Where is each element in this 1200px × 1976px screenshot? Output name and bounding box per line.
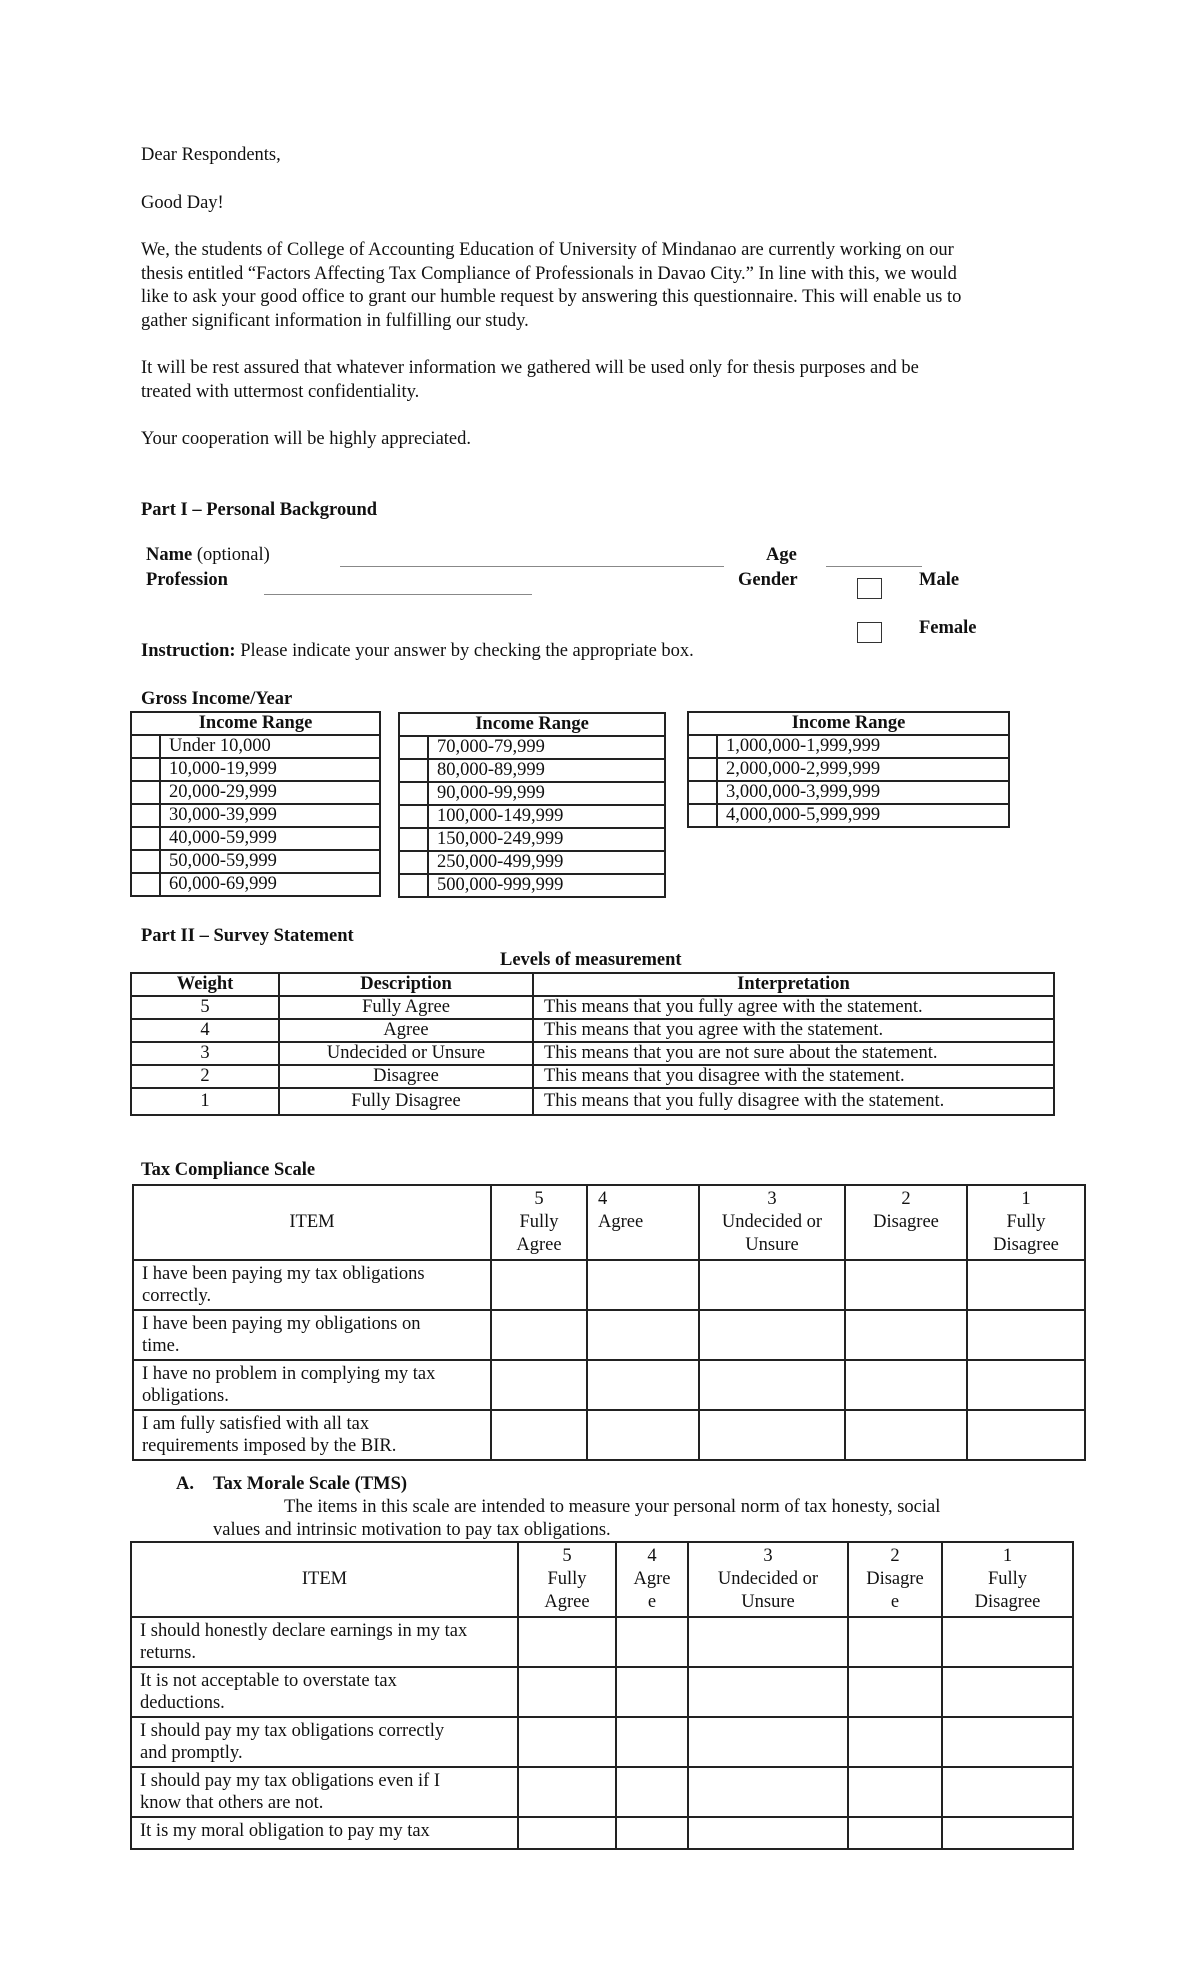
text-line: It will be rest assured that whatever information we gathered will be used only for thesis purposes and be [141,358,919,378]
item-header: ITEM [133,1185,491,1260]
instruction-label: Instruction: [141,641,236,661]
text-line: like to ask your good office to grant our humble request by answering this questionnaire. This will enable us to [141,287,962,307]
table-row [131,1817,1073,1849]
income-checkbox[interactable] [688,758,717,781]
income-checkbox[interactable] [399,828,428,851]
rating-cell[interactable] [616,1767,688,1817]
item-cell [131,1817,518,1849]
item-cell [131,1767,518,1817]
scale-header-2 [848,1542,942,1617]
item-line: and promptly. [140,1743,243,1763]
rating-cell[interactable] [518,1717,616,1767]
rating-cell[interactable] [699,1360,845,1410]
tax-compliance-table [132,1184,1086,1461]
income-header: Income Range [131,712,380,735]
tax-compliance-title: Tax Compliance Scale [141,1160,316,1180]
salutation: Dear Respondents, [141,145,281,165]
income-checkbox[interactable] [131,781,160,804]
description-cell: Agree [279,1019,533,1042]
scale-header-4 [587,1185,699,1260]
income-range: 60,000-69,999 [160,873,380,896]
income-range: 90,000-99,999 [428,782,665,805]
table-row [131,1065,1054,1088]
rating-cell[interactable] [942,1767,1073,1817]
table-row [131,1019,1054,1042]
scale-word: Unsure [745,1235,799,1255]
rating-cell[interactable] [845,1360,967,1410]
scale-word: Agre [633,1569,671,1589]
weight-cell: 4 [131,1019,279,1042]
income-checkbox[interactable] [688,804,717,827]
income-range: 10,000-19,999 [160,758,380,781]
closing-paragraph: Your cooperation will be highly appreciated. [141,429,472,449]
scale-header-5 [491,1185,587,1260]
description-cell: Fully Agree [279,996,533,1019]
female-checkbox[interactable] [857,622,882,643]
rating-cell[interactable] [688,1817,848,1849]
item-cell [131,1667,518,1717]
income-checkbox[interactable] [131,758,160,781]
tax-morale-table [130,1541,1074,1850]
rating-cell[interactable] [967,1260,1085,1310]
income-range: 20,000-29,999 [160,781,380,804]
income-header: Income Range [399,713,665,736]
rating-cell[interactable] [699,1260,845,1310]
scale-number: 5 [562,1546,572,1566]
table-row [131,996,1054,1019]
scale-word: e [890,1592,900,1612]
name-field[interactable] [340,566,724,567]
weight-cell: 3 [131,1042,279,1065]
rating-cell[interactable] [688,1667,848,1717]
weight-cell: 5 [131,996,279,1019]
rating-cell[interactable] [616,1717,688,1767]
income-range: 150,000-249,999 [428,828,665,851]
rating-cell[interactable] [491,1310,587,1360]
income-checkbox[interactable] [399,782,428,805]
income-checkbox[interactable] [399,805,428,828]
scale-number: 3 [767,1189,777,1209]
description-header: Description [279,973,533,996]
rating-cell[interactable] [942,1617,1073,1667]
tax-morale-desc-line1: The items in this scale are intended to measure your personal norm of tax honesty, social [284,1497,941,1517]
scale-word: Agree [544,1592,590,1612]
scale-word: Undecided or [721,1212,823,1232]
gender-label: Gender [738,570,798,590]
scale-word: Disagree [873,1212,939,1232]
interpretation-cell: This means that you fully agree with the statement. [533,996,1054,1019]
rating-cell[interactable] [688,1717,848,1767]
scale-word: Agree [516,1235,562,1255]
scale-word: Agree [598,1212,644,1232]
income-table-2 [398,712,666,898]
income-range: 4,000,000-5,999,999 [717,804,1009,827]
gross-income-title: Gross Income/Year [141,689,293,709]
item-line: time. [142,1336,180,1356]
item-cell [133,1310,491,1360]
text-line: We, the students of College of Accounting Education of University of Mindanao are currently working on our [141,240,954,260]
tax-morale-desc-line2: values and intrinsic motivation to pay tax obligations. [213,1520,611,1540]
levels-table [130,972,1055,1116]
interpretation-cell: This means that you are not sure about the statement. [533,1042,1054,1065]
scale-word: Unsure [741,1592,795,1612]
rating-cell[interactable] [848,1717,942,1767]
income-range: Under 10,000 [160,735,380,758]
income-checkbox[interactable] [688,735,717,758]
item-line: correctly. [142,1286,212,1306]
description-cell: Fully Disagree [279,1088,533,1115]
item-line: I should pay my tax obligations even if I [140,1771,441,1791]
scale-header-4 [616,1542,688,1617]
item-line: It is not acceptable to overstate tax [140,1671,397,1691]
rating-cell[interactable] [942,1717,1073,1767]
income-checkbox[interactable] [131,827,160,850]
item-line: deductions. [140,1693,225,1713]
interpretation-cell: This means that you agree with the statement. [533,1019,1054,1042]
female-label: Female [919,618,977,638]
scale-word: Fully [519,1212,559,1232]
scale-header-3 [688,1542,848,1617]
table-row [131,1617,1073,1667]
male-checkbox[interactable] [857,578,882,599]
item-cell [131,1617,518,1667]
rating-cell[interactable] [699,1310,845,1360]
item-line: obligations. [142,1386,229,1406]
rating-cell[interactable] [699,1410,845,1460]
scale-header-1 [942,1542,1073,1617]
income-checkbox[interactable] [399,874,428,897]
levels-title: Levels of measurement [500,950,682,970]
scale-word: Fully [547,1569,587,1589]
item-line: know that others are not. [140,1793,324,1813]
rating-cell[interactable] [518,1617,616,1667]
instruction-text: Please indicate your answer by checking the appropriate box. [235,641,694,661]
income-range: 80,000-89,999 [428,759,665,782]
greeting: Good Day! [141,193,224,213]
income-range: 2,000,000-2,999,999 [717,758,1009,781]
rating-cell[interactable] [518,1817,616,1849]
scale-number: 1 [1002,1546,1013,1566]
scale-header-2 [845,1185,967,1260]
table-row [131,1088,1054,1115]
rating-cell[interactable] [848,1817,942,1849]
part2-title: Part II – Survey Statement [141,926,354,946]
weight-cell: 1 [131,1088,279,1115]
weight-header: Weight [131,973,279,996]
interpretation-cell: This means that you fully disagree with the statement. [533,1088,1054,1115]
income-checkbox[interactable] [131,873,160,896]
table-row [131,1717,1073,1767]
rating-cell[interactable] [491,1410,587,1460]
income-range: 30,000-39,999 [160,804,380,827]
rating-cell[interactable] [848,1667,942,1717]
income-checkbox[interactable] [688,781,717,804]
scale-word: e [647,1592,657,1612]
interpretation-header: Interpretation [533,973,1054,996]
income-table-1 [130,711,381,897]
scale-word: Disagree [993,1235,1059,1255]
text-line: treated with uttermost confidentiality. [141,381,420,402]
scale-number: 5 [534,1189,544,1209]
item-line: I have been paying my tax obligations [142,1264,425,1284]
item-line: I should honestly declare earnings in my tax [140,1621,468,1641]
rating-cell[interactable] [848,1617,942,1667]
income-range: 1,000,000-1,999,999 [717,735,1009,758]
income-range: 500,000-999,999 [428,874,665,897]
tax-morale-title: Tax Morale Scale (TMS) [213,1474,408,1494]
income-checkbox[interactable] [131,804,160,827]
income-checkbox[interactable] [399,851,428,874]
item-line: I have been paying my obligations on [142,1314,421,1334]
table-row [133,1310,1085,1360]
rating-cell[interactable] [845,1260,967,1310]
rating-cell[interactable] [845,1310,967,1360]
rating-cell[interactable] [967,1360,1085,1410]
item-line: requirements imposed by the BIR. [142,1436,397,1456]
age-label: Age [766,545,797,565]
scale-header-1 [967,1185,1085,1260]
scale-word: Fully [1006,1212,1046,1232]
item-header: ITEM [131,1542,518,1617]
income-range: 100,000-149,999 [428,805,665,828]
income-range: 70,000-79,999 [428,736,665,759]
scale-number: 2 [901,1189,911,1209]
scale-word: Disagre [866,1569,924,1589]
rating-cell[interactable] [616,1817,688,1849]
rating-cell[interactable] [616,1617,688,1667]
name-label [146,545,270,566]
scale-number: 2 [890,1546,900,1566]
scale-header-5 [518,1542,616,1617]
rating-cell[interactable] [491,1260,587,1310]
income-header: Income Range [688,712,1009,735]
rating-cell[interactable] [967,1410,1085,1460]
scale-word: Undecided or [717,1569,819,1589]
rating-cell[interactable] [587,1310,699,1360]
income-checkbox[interactable] [399,736,428,759]
item-line: I am fully satisfied with all tax [142,1414,370,1434]
description-cell: Undecided or Unsure [279,1042,533,1065]
scale-number: 4 [598,1189,608,1209]
name-label-text: Name [146,545,193,565]
profession-label: Profession [146,570,228,590]
weight-cell: 2 [131,1065,279,1088]
text-line: gather significant information in fulfilling our study. [141,310,529,331]
table-row [133,1410,1085,1460]
rating-cell[interactable] [491,1360,587,1410]
table-row [131,1042,1054,1065]
income-range: 40,000-59,999 [160,827,380,850]
item-line: I should pay my tax obligations correctly [140,1721,445,1741]
income-range: 3,000,000-3,999,999 [717,781,1009,804]
income-table-3 [687,711,1010,828]
rating-cell[interactable] [942,1817,1073,1849]
section-marker: A. [176,1474,194,1494]
rating-cell[interactable] [942,1667,1073,1717]
rating-cell[interactable] [587,1260,699,1310]
rating-cell[interactable] [848,1767,942,1817]
scale-number: 3 [763,1546,773,1566]
rating-cell[interactable] [845,1410,967,1460]
item-cell [133,1410,491,1460]
item-cell [131,1717,518,1767]
rating-cell[interactable] [967,1310,1085,1360]
item-line: returns. [140,1643,196,1663]
instruction [141,641,694,662]
scale-header-3 [699,1185,845,1260]
scale-word: Fully [987,1569,1028,1589]
interpretation-cell: This means that you disagree with the statement. [533,1065,1054,1088]
item-line: It is my moral obligation to pay my tax [140,1821,430,1841]
rating-cell[interactable] [587,1410,699,1460]
item-cell [133,1360,491,1410]
scale-number: 1 [1021,1189,1031,1209]
rating-cell[interactable] [616,1667,688,1717]
confidentiality-paragraph [141,357,1071,404]
scale-word: Disagree [974,1592,1041,1612]
income-checkbox[interactable] [131,735,160,758]
table-row [131,1667,1073,1717]
income-checkbox[interactable] [131,850,160,873]
table-row [133,1260,1085,1310]
scale-number: 4 [647,1546,657,1566]
intro-paragraph [141,239,1071,333]
income-range: 50,000-59,999 [160,850,380,873]
income-range: 250,000-499,999 [428,851,665,874]
part1-title: Part I – Personal Background [141,500,378,520]
item-line: I have no problem in complying my tax [142,1364,436,1384]
rating-cell[interactable] [587,1360,699,1410]
table-row [131,1767,1073,1817]
item-cell [133,1260,491,1310]
rating-cell[interactable] [688,1617,848,1667]
text-line: thesis entitled “Factors Affecting Tax Compliance of Professionals in Davao City.” In line with this, we would [141,263,957,284]
profession-field[interactable] [264,594,532,595]
description-cell: Disagree [279,1065,533,1088]
age-field[interactable] [826,566,922,567]
table-row [133,1360,1085,1410]
rating-cell[interactable] [518,1667,616,1717]
male-label: Male [919,570,960,590]
rating-cell[interactable] [518,1767,616,1817]
income-checkbox[interactable] [399,759,428,782]
rating-cell[interactable] [688,1767,848,1817]
name-optional-text: (optional) [192,545,270,565]
